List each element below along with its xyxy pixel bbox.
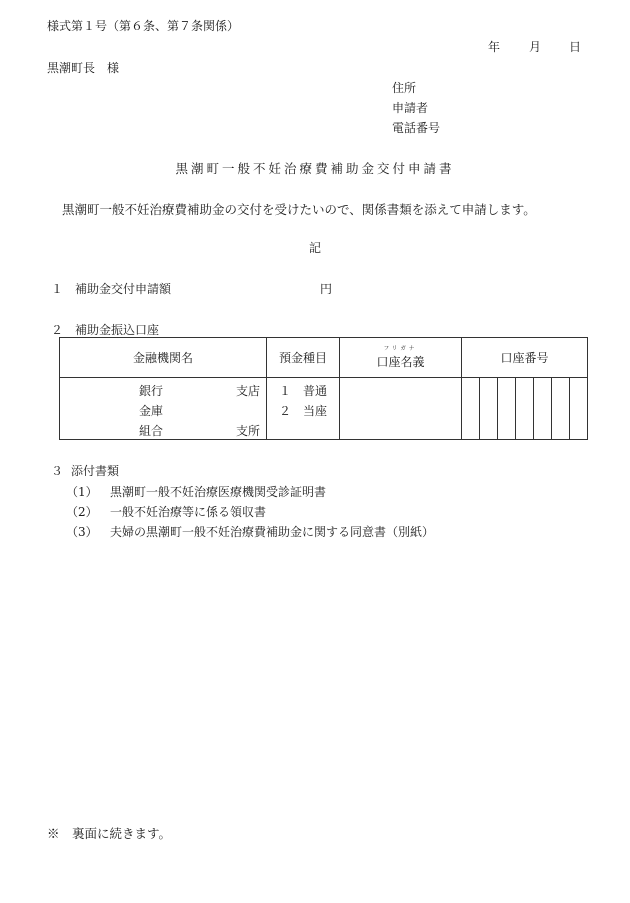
branch-label: 支店 [236, 384, 261, 398]
account-number-cell[interactable] [462, 378, 588, 440]
section1-label: 補助金交付申請額 [75, 282, 172, 296]
table-header-row [60, 338, 588, 378]
account-type-current: ２ 当座 [279, 404, 328, 418]
institution-cell[interactable] [60, 378, 267, 440]
addressee: 黒潮町長 様 [47, 61, 120, 75]
account-type-cell[interactable] [267, 378, 340, 440]
applicant-label: 申請者 [392, 101, 429, 115]
section1-number: １ [51, 282, 64, 296]
date-month-label: 月 [529, 40, 542, 54]
address-label: 住所 [392, 81, 417, 95]
digit-box[interactable] [570, 378, 587, 439]
holder-cell[interactable] [340, 378, 462, 440]
section3-number: ３ [51, 464, 64, 478]
document-title: 黒潮町一般不妊治療費補助金交付申請書 [175, 161, 455, 176]
digit-box[interactable] [480, 378, 498, 439]
holder-furigana: フリガナ [383, 345, 418, 352]
digit-box[interactable] [534, 378, 552, 439]
account-number-boxes [462, 378, 587, 439]
bank-account-table [59, 337, 588, 440]
date-year-label: 年 [488, 40, 501, 54]
attachment-number: （2） [66, 505, 98, 519]
shinkin-type-label: 金庫 [139, 404, 164, 418]
digit-box[interactable] [516, 378, 534, 439]
attachment-text: 夫婦の黒潮町一般不妊治療費補助金に関する同意書（別紙） [110, 525, 435, 539]
attachment-number: （1） [66, 485, 98, 499]
account-number-header: 口座番号 [462, 338, 588, 378]
form-number: 様式第１号（第６条、第７条関係） [47, 19, 240, 33]
attachment-text: 一般不妊治療等に係る領収書 [110, 505, 267, 519]
section3-label: 添付書類 [71, 464, 120, 478]
phone-label: 電話番号 [392, 121, 441, 135]
footer-note: ※ 裏面に続きます。 [47, 826, 172, 841]
bank-type-label: 銀行 [139, 384, 164, 398]
digit-box[interactable] [462, 378, 480, 439]
attachment-text: 黒潮町一般不妊治療医療機関受診証明書 [110, 485, 327, 499]
account-type-ordinary: １ 普通 [279, 384, 328, 398]
yen-unit: 円 [320, 282, 333, 296]
holder-header-wrap [376, 346, 424, 370]
holder-label: 口座名義 [376, 354, 425, 369]
section2-number: ２ [51, 323, 64, 337]
sub-branch-label: 支所 [236, 424, 261, 438]
intro-text: 黒潮町一般不妊治療費補助金の交付を受けたいので、関係書類を添えて申請します。 [62, 202, 536, 217]
holder-header [340, 338, 462, 378]
table-body-row [60, 378, 588, 440]
ki-heading: 記 [308, 241, 321, 255]
section2-label: 補助金振込口座 [75, 323, 160, 337]
digit-box[interactable] [498, 378, 516, 439]
account-type-header: 預金種目 [267, 338, 340, 378]
digit-box[interactable] [552, 378, 570, 439]
institution-header: 金融機関名 [60, 338, 267, 378]
attachment-number: （3） [66, 525, 98, 539]
union-type-label: 組合 [139, 424, 164, 438]
date-day-label: 日 [569, 40, 582, 54]
